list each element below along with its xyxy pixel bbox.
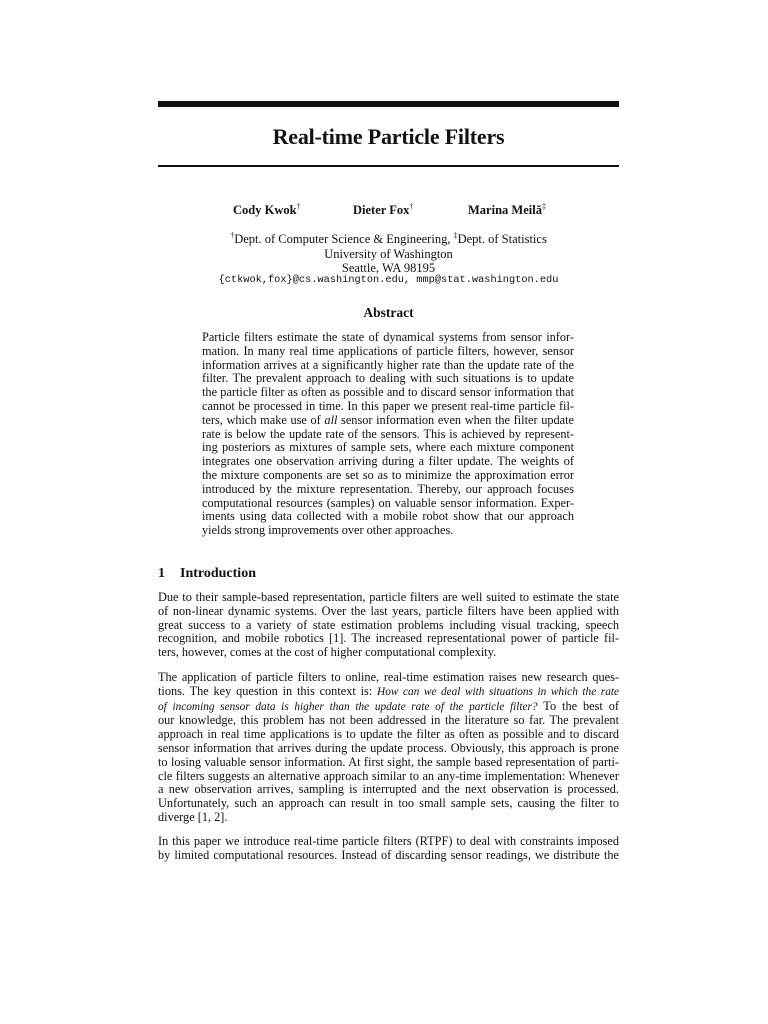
abstract-heading: Abstract: [363, 305, 414, 320]
key-question: of incoming sensor data is higher than the update rate of the particle filter?: [158, 700, 538, 713]
body-line: [158, 700, 619, 715]
author-3: [468, 202, 546, 218]
abstract-line: cannot be processed in time. In this paper we present real-time particle fil-: [202, 398, 574, 413]
intro-paragraph-3: [158, 835, 619, 863]
section-number: 1: [158, 566, 165, 581]
section-title: Introduction: [180, 566, 256, 581]
abstract-line: the mixture components are set so as to minimize the approximation error: [202, 467, 574, 482]
abstract-line: rate is below the update rate of the sensors. This is achieved by represent-: [202, 426, 574, 441]
affiliation-mark: †: [409, 202, 414, 211]
abstract-line: information arrives at a significantly higher rate than the update rate of the: [202, 357, 574, 372]
affiliation-mark: ‡: [453, 231, 458, 240]
body-line: our knowledge, this problem has not been addressed in the literature so far. The prevalent: [158, 713, 619, 728]
abstract-fragment: ters, which make use of: [202, 412, 325, 427]
body-line: recognition, and mobile robotics [1]. The increased representational power of particle fil-: [158, 631, 619, 646]
abstract-line: [202, 414, 574, 428]
department-line: [158, 229, 619, 247]
body-line: a new observation arrives, sampling is interrupted and the next observation is processed.: [158, 782, 619, 797]
abstract-line: iments using data collected with a mobile robot show that our approach: [202, 509, 574, 524]
key-question: How can we deal with situations in which the rate: [377, 685, 619, 698]
abstract-line: mation. In many real time applications of particle filters, however, sensor: [202, 343, 574, 358]
body-line: diverge [1, 2].: [158, 809, 228, 824]
body-line: great success to a variety of state estimation problems including visual tracking, speech: [158, 617, 619, 632]
abstract-line: Particle filters estimate the state of dynamical systems from sensor infor-: [202, 330, 574, 344]
body-line: by limited computational resources. Instead of discarding sensor readings, we distribute the: [158, 847, 619, 862]
title-bottom-rule: [158, 165, 619, 167]
body-line: The application of particle filters to online, real-time estimation raises new research ques-: [158, 670, 619, 684]
affiliation-mark: †: [230, 231, 235, 240]
department-stats: Dept. of Statistics: [457, 232, 547, 247]
body-line: Unfortunately, such an approach can result in too small sample sets, causing the filter to: [158, 796, 619, 811]
author-1: [233, 202, 301, 218]
university-line: University of Washington: [324, 246, 453, 261]
body-fragment: tions. The key question in this context is:: [158, 683, 378, 698]
author-2: [353, 202, 413, 218]
body-line: In this paper we introduce real-time particle filters (RTPF) to deal with constraints imposed: [158, 834, 619, 848]
abstract-line: yields strong improvements over other approaches.: [202, 523, 454, 538]
abstract-fragment: sensor information even when the filter update: [337, 412, 574, 427]
intro-paragraph-2: [158, 671, 619, 825]
abstract-line: filter. The prevalent approach to dealing with such situations is to update: [202, 371, 574, 386]
affiliation-block: [158, 229, 619, 276]
section-heading: [158, 566, 619, 582]
body-line: approach in real time applications is to update the filter as often as possible and to discard: [158, 727, 619, 742]
city-line: Seattle, WA 98195: [341, 261, 436, 276]
department-cs: Dept. of Computer Science & Engineering,: [234, 232, 454, 247]
body-line: cle filters suggests an alternative approach similar to an any-time implementation: Whenever: [158, 768, 619, 783]
intro-paragraph-1: [158, 591, 619, 660]
body-line: to losing valuable sensor information. At first sight, the sample based representation of parti-: [158, 754, 619, 769]
abstract-line: computational resources (samples) on valuable sensor information. Exper-: [202, 495, 574, 510]
body-line: [158, 685, 619, 700]
abstract-line: introduced by the mixture representation. Thereby, our approach focuses: [202, 481, 574, 496]
abstract-line: ing posteriors as mixtures of sample sets, where each mixture component: [202, 440, 574, 455]
body-line: Due to their sample-based representation, particle filters are well suited to estimate the state: [158, 590, 619, 604]
affiliation-mark: ‡: [541, 202, 546, 211]
author-name: Marina Meilă: [468, 203, 542, 218]
body-fragment: To the best of: [537, 698, 620, 713]
abstract-line: the particle filter as often as possible and to discard sensor information that: [202, 385, 574, 400]
title-top-rule: [158, 101, 619, 107]
abstract-line: integrates one observation arriving during a filter update. The weights of: [202, 454, 574, 469]
author-emails: {ctkwok,fox}@cs.washington.edu, mmp@stat.washington.edu: [218, 274, 559, 286]
author-name: Cody Kwok: [233, 203, 297, 218]
paper-title: Real-time Particle Filters: [272, 124, 505, 149]
body-line: ters, however, comes at the cost of higher computational complexity.: [158, 645, 497, 660]
author-name: Dieter Fox: [353, 203, 410, 218]
body-line: sensor information that arrives during the update process. Obviously, this approach is prone: [158, 740, 619, 755]
body-line: of non-linear dynamic systems. Over the last years, particle filters have been applied with: [158, 603, 619, 618]
abstract-body: [202, 331, 574, 538]
abstract-emphasis: all: [324, 412, 338, 427]
affiliation-mark: †: [296, 202, 301, 211]
